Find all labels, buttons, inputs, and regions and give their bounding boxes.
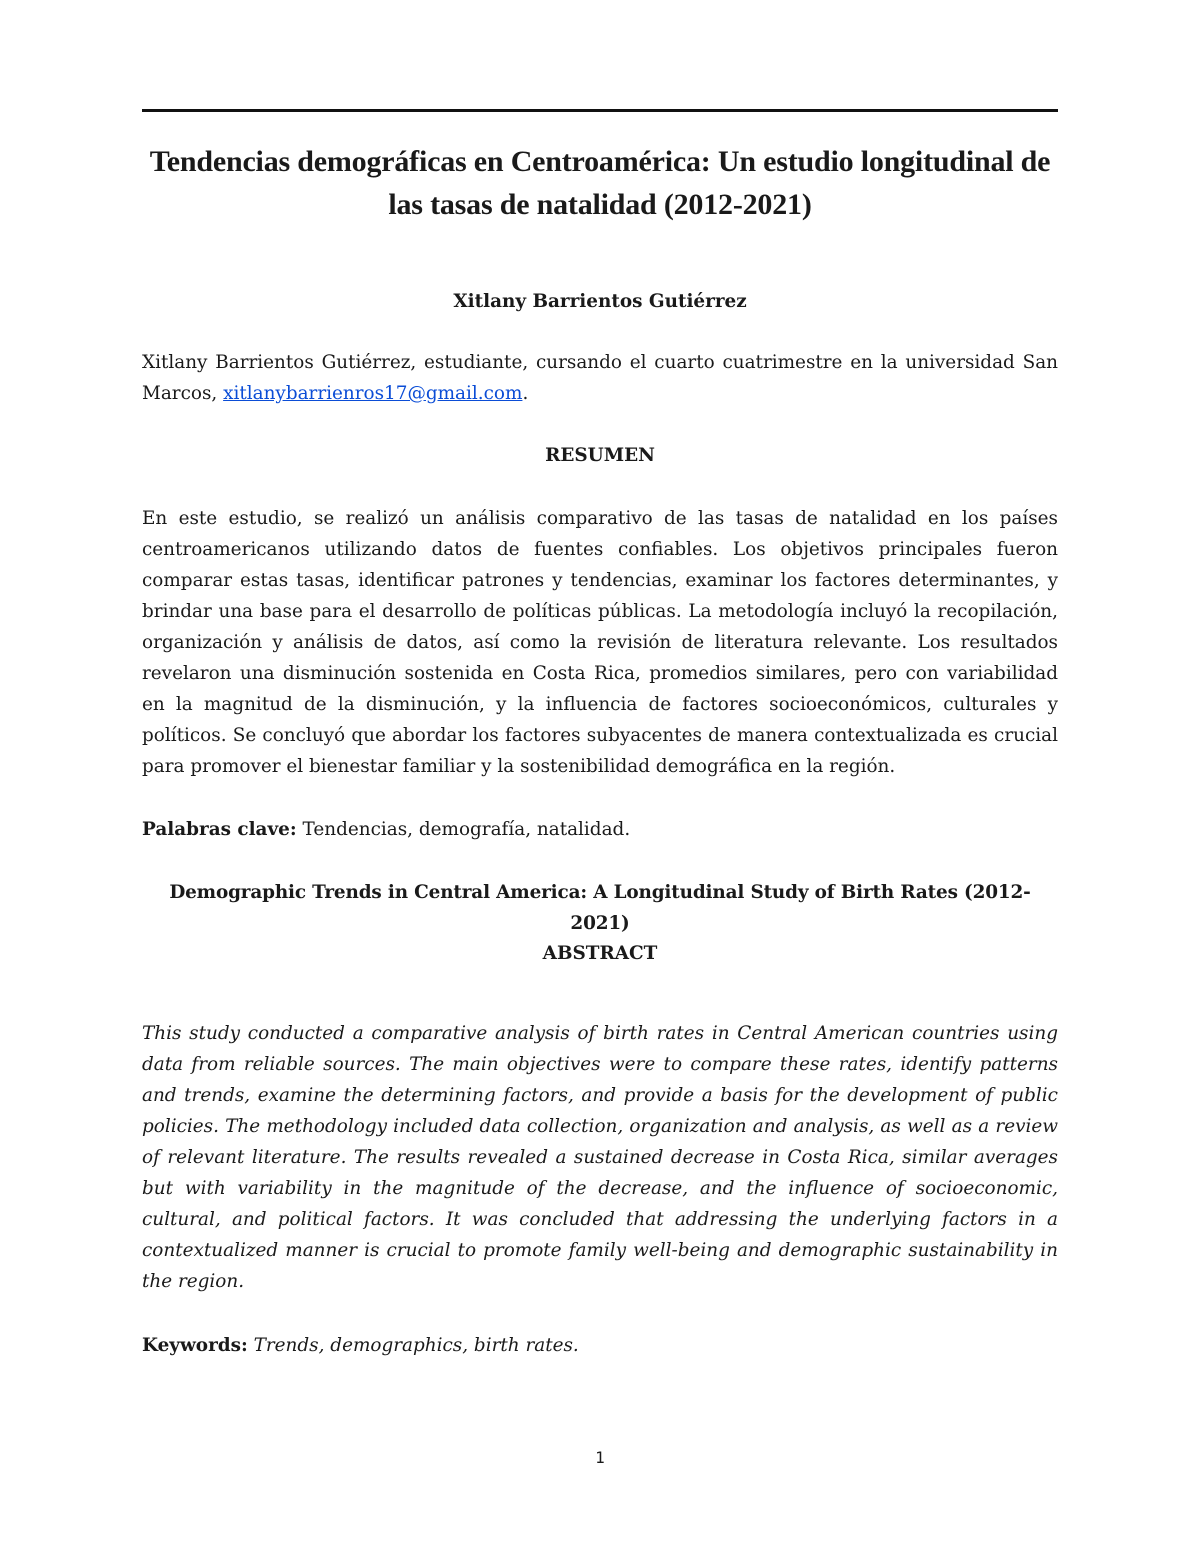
author-affiliation	[142, 347, 1058, 409]
author-name: Xitlany Barrientos Gutiérrez	[453, 291, 747, 312]
palabras-clave-label: Palabras clave:	[142, 819, 297, 840]
page-number: 1	[595, 1448, 605, 1467]
email-link[interactable]: xitlanybarrienros17@gmail.com	[223, 383, 523, 404]
keywords-value: Trends, demographics, birth rates.	[247, 1335, 579, 1356]
english-title: Demographic Trends in Central America: A Longitudinal Study of Birth Rates (2012-2021)	[169, 882, 1031, 934]
top-rule	[142, 109, 1058, 112]
resumen-heading: RESUMEN	[545, 445, 655, 466]
palabras-clave	[142, 814, 1058, 845]
paper-title: Tendencias demográficas en Centroamérica: Un estudio longitudinal de las tasas de natalidad (2012-2021)	[149, 145, 1051, 221]
keywords-label: Keywords:	[142, 1335, 248, 1356]
affiliation-text: Xitlany Barrientos Gutiérrez, estudiante, cursando el cuarto cuatrimestre en la universidad San Marcos,	[142, 352, 1058, 404]
palabras-clave-value: Tendencias, demografía, natalidad.	[296, 819, 631, 840]
abstract-heading: ABSTRACT	[542, 943, 658, 964]
keywords	[142, 1330, 1058, 1361]
affiliation-end: .	[522, 383, 529, 404]
abstract-body: This study conducted a comparative analysis of birth rates in Central American countries using data from reliable sources. The main objectives were to compare these rates, identify patterns and trends, examine the determining factors, and provide a basis for the development of public policies. The methodology included data collection, organization and analysis, as well as a review of relevant literature. The results revealed a sustained decrease in Costa Rica, similar averages but with variability in the magnitude of the decrease, and the influence of socioeconomic, cultural, and political factors. It was concluded that addressing the underlying factors in a contextualized manner is crucial to promote family well-being and demographic sustainability in the region.	[142, 1023, 1058, 1292]
resumen-body: En este estudio, se realizó un análisis comparativo de las tasas de natalidad en los países centroamericanos utilizando datos de fuentes confiables. Los objetivos principales fueron comparar estas tasas, identificar patrones y tendencias, examinar los factores determinantes, y brindar una base para el desarrollo de políticas públicas. La metodología incluyó la recopilación, organización y análisis de datos, así como la revisión de literatura relevante. Los resultados revelaron una disminución sostenida en Costa Rica, promedios similares, pero con variabilidad en la magnitud de la disminución, y la influencia de factores socioeconómicos, culturales y políticos. Se concluyó que abordar los factores subyacentes de manera contextualizada es crucial para promover el bienestar familiar y la sostenibilidad demográfica en la región.	[142, 508, 1058, 777]
